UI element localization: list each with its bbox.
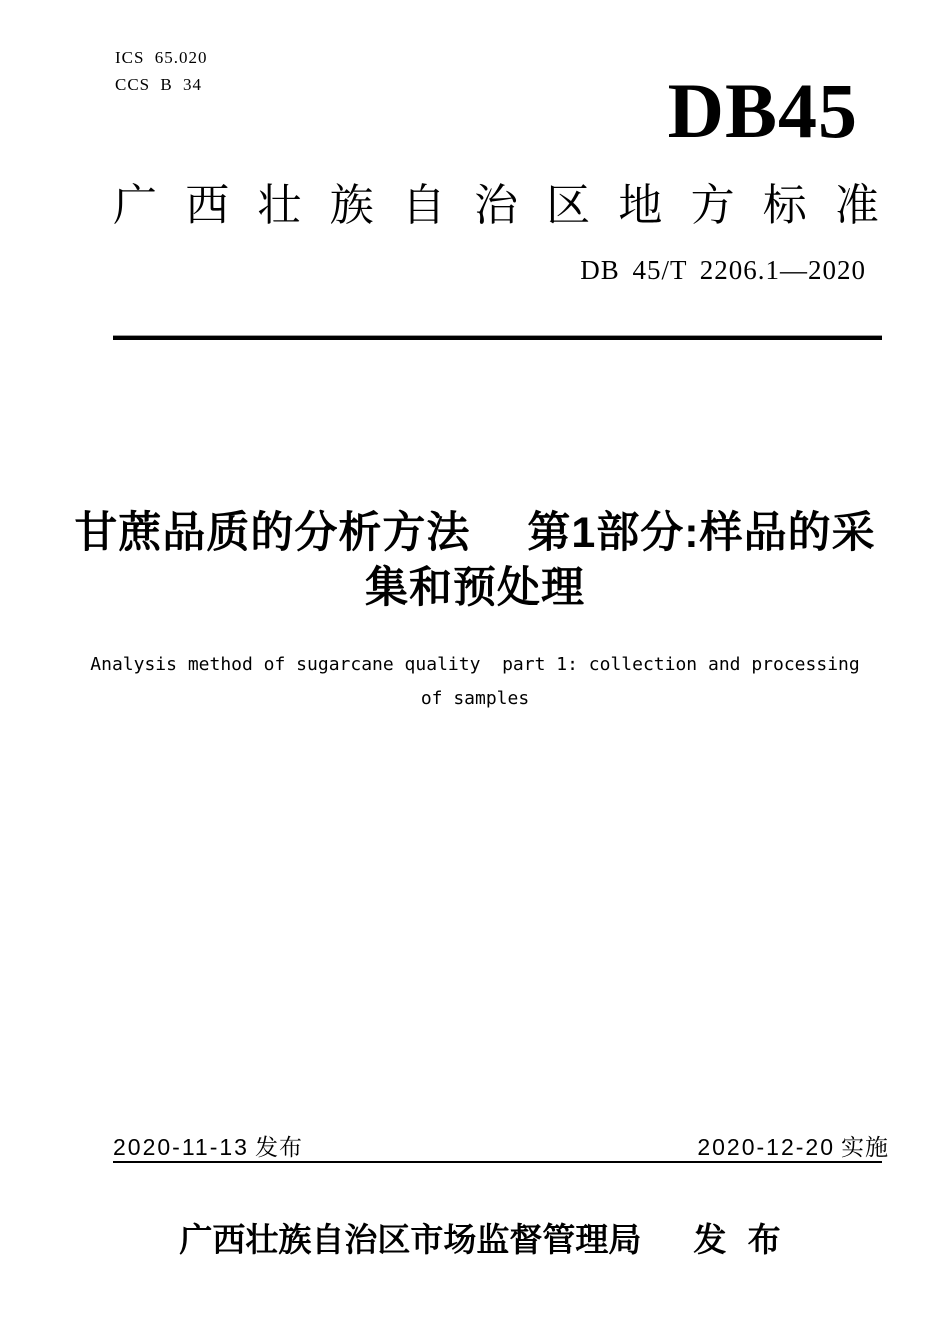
publisher-row xyxy=(8,1218,950,1262)
publisher-name: 广西壮族自治区市场监督管理局 xyxy=(179,1221,642,1258)
title-cn-line2: 集和预处理 xyxy=(365,564,585,612)
issue-label: 发布 xyxy=(254,1134,303,1160)
title-en-line1: Analysis method of sugarcane quality part 1: collection and processing xyxy=(90,654,860,675)
footer-rule xyxy=(113,1161,882,1163)
standard-name-cn: 广 西 壮 族 自 治 区 地 方 标 准 xyxy=(113,181,879,230)
title-en-line2: of samples xyxy=(420,688,530,709)
db45-logo: DB45 xyxy=(667,67,858,154)
header-rule xyxy=(113,336,882,340)
publish-action-label: 发 布 xyxy=(693,1221,787,1258)
standard-number: DB 45/T 2206.1—2020 xyxy=(580,255,866,285)
implement-label: 实施 xyxy=(841,1134,889,1160)
issue-date-cell xyxy=(113,1132,303,1162)
title-cn-line1: 甘蔗品质的分析方法 第1部分:样品的采 xyxy=(74,509,876,557)
implement-date-cell xyxy=(697,1132,889,1162)
ics-code: ICS 65.020 xyxy=(115,48,208,67)
document-title-en xyxy=(0,648,950,716)
issue-date: 2020-11-13 xyxy=(113,1134,249,1160)
ccs-code: CCS B 34 xyxy=(115,75,202,94)
implement-date: 2020-12-20 xyxy=(697,1134,835,1160)
document-title-cn xyxy=(0,506,950,616)
classification-codes xyxy=(115,44,207,98)
dates-row xyxy=(113,1132,889,1162)
